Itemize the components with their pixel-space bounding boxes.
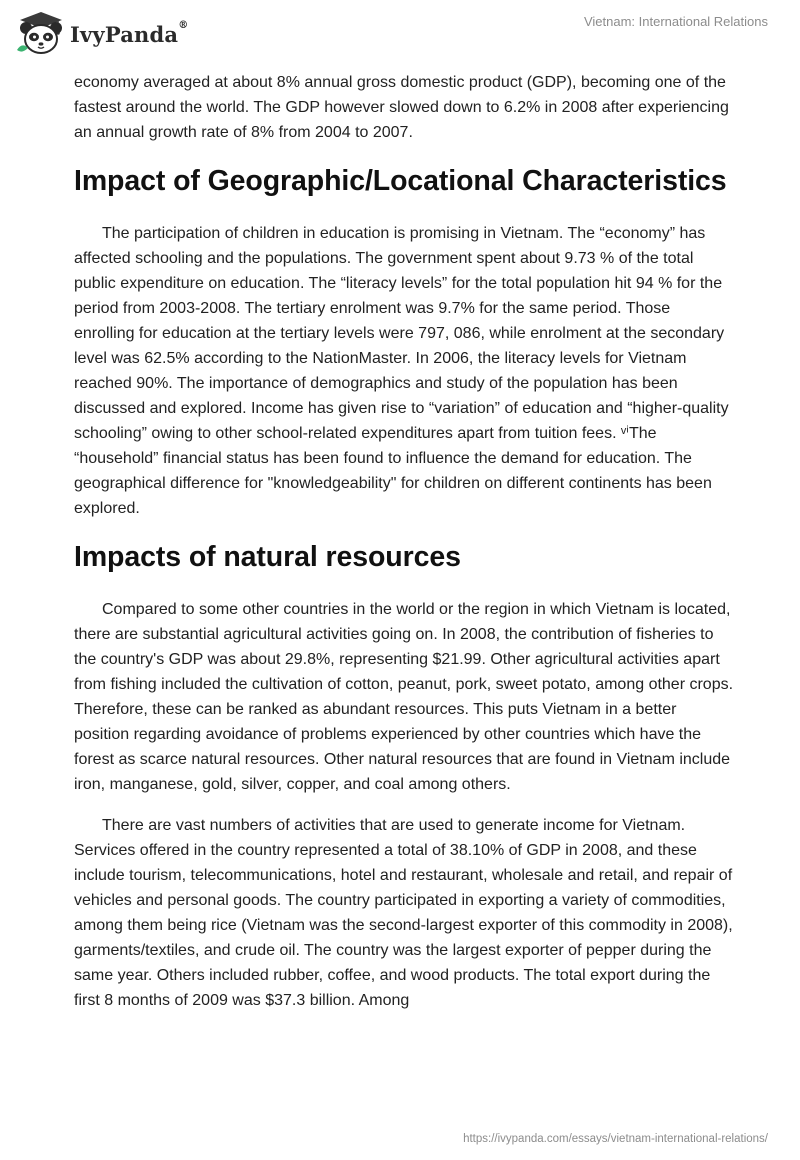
ivypanda-logo[interactable] (14, 10, 188, 56)
panda-graduate-icon (14, 10, 68, 56)
section-heading: Impacts of natural resources (74, 541, 461, 573)
section-heading: Impact of Geographic/Locational Characteristics (74, 165, 727, 197)
paragraph: Compared to some other countries in the world or the region in which Vietnam is located, there are substantial agricultural activities going on. In 2008, the contribution of fisheries to the country's GDP was about 29.8%, representing $21.99. Other agricultural activities apart from fishing included the cultivation of cotton, peanut, pork, sweet potato, among other crops. Therefore, these can be ranked as abundant resources. This puts Vietnam in a better position regarding avoidance of problems experienced by other countries which have the forest as scarce natural resources. Other natural resources that are found in Vietnam include iron, manganese, gold, silver, copper, and coal among others. (74, 601, 734, 793)
page-header (0, 0, 800, 60)
paragraph: The participation of children in education is promising in Vietnam. The “economy” has affected schooling and the populations. The government spent about 9.73 % of the total public expenditure on education. The “literacy levels” for the total population hit 94 % for the period from 2003-2008. The tertiary enrolment was 9.7% for the same period. Those enrolling for education at the tertiary levels were 797, 086, while enrolment at the secondary level was 62.5% according to the NationMaster. In 2006, the literacy levels for Vietnam reached 90%. The importance of demographics and study of the population has been discussed and explored. Income has given rise to “variation” of education and “higher-quality schooling” owing to other school-related expenditures apart from tuition fees. ᵛⁱThe “household” financial status has been found to influence the demand for education. The geographical difference for "knowledgeability" for children on different continents has been explored. (74, 225, 729, 517)
logo-wordmark: IvyPanda® (70, 19, 189, 47)
paragraph: economy averaged at about 8% annual gross domestic product (GDP), becoming one of the fastest around the world. The GDP however slowed down to 6.2% in 2008 after experiencing an annual growth rate of 8% from 2004 to 2007. (74, 74, 729, 141)
paragraph: There are vast numbers of activities that are used to generate income for Vietnam. Services offered in the country represented a total of 38.10% of GDP in 2008, and these include tourism, telecommunications, hotel and restaurant, wholesale and retail, and repair of vehicles and personal goods. The country participated in exporting a variety of commodities, among them being rice (Vietnam was the second-largest exporter of this commodity in 2008), garments/textiles, and crude oil. The country was the largest exporter of pepper during the same year. Others included rubber, coffee, and wood products. The total export during the first 8 months of 2009 was $37.3 billion. Among (74, 817, 733, 1009)
document-title: Vietnam: International Relations (583, 14, 768, 29)
source-url[interactable]: https://ivypanda.com/essays/vietnam-international-relations/ (463, 1133, 768, 1145)
essay-content (74, 70, 734, 1029)
